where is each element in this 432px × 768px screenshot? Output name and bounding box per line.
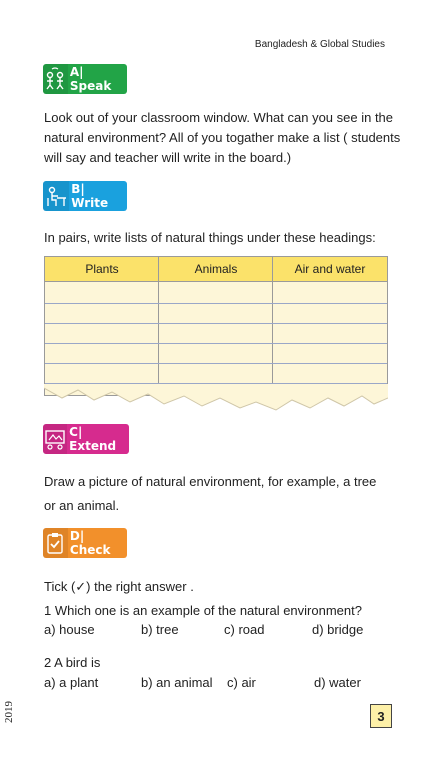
clipboard-check-icon [43,528,68,558]
check-instruction: Tick (✓) the right answer . [44,579,194,594]
table-header [45,257,387,282]
table-rule [45,343,387,344]
speak-line: Look out of your classroom window. What can you see in the [44,110,394,125]
q1-option-a: a) house [44,622,95,637]
q2-option-a: a) a plant [44,675,99,690]
print-year: 2019 [3,701,15,723]
lists-table [44,256,388,416]
writing-desk-icon [43,181,69,211]
extend-line: Draw a picture of natural environment, for example, a tree [44,474,377,489]
drawing-icon [43,424,67,454]
q1-option-d: d) bridge [312,622,364,637]
table-rule [45,363,387,364]
speak-label: A| Speak [69,65,112,93]
check-badge [43,528,127,558]
q2-option-d: d) water [314,675,361,690]
page-number: 3 [370,704,392,728]
speak-line: natural environment? All of you togather make a list ( students [44,130,401,145]
q2-option-b: b) an animal [141,675,213,690]
extend-label: C| Extend [69,425,117,453]
write-instruction: In pairs, write lists of natural things under these headings: [44,230,376,245]
page-header: Bangladesh & Global Studies [254,39,385,50]
torn-paper-edge [44,384,388,416]
write-label: B| Write [71,182,109,210]
speak-text [44,108,400,168]
table-rule [45,323,387,324]
table-header-animals: Animals [194,262,238,276]
table-rule [45,303,387,304]
extend-badge [43,424,129,454]
extend-text [44,470,376,518]
write-badge [43,181,127,211]
extend-line: or an animal. [44,498,120,513]
speak-line: will say and teacher will write in the board.) [44,150,292,165]
q1-option-b: b) tree [141,622,179,637]
speak-badge [43,64,127,94]
q2-option-c: c) air [227,675,256,690]
question-1: 1 Which one is an example of the natural environment? [44,603,362,618]
q1-option-c: c) road [224,622,265,637]
question-2: 2 A bird is [44,655,101,670]
table-header-plants: Plants [85,262,119,276]
table-header-air-water: Air and water [294,262,366,276]
check-label: D| Check [69,529,111,557]
talking-people-icon [43,64,68,94]
table-divider [272,257,273,395]
table-divider [158,257,159,395]
